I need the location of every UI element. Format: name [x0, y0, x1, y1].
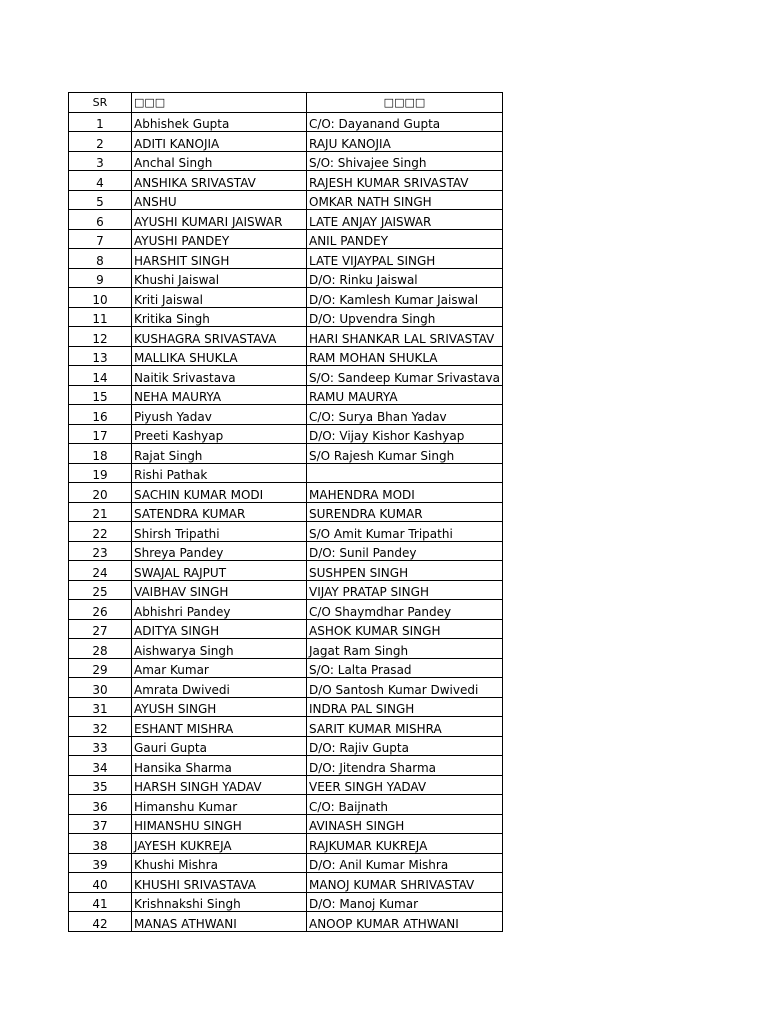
table-row: [69, 580, 503, 600]
name-cell: VAIBHAV SINGH: [132, 580, 307, 600]
sr-cell: 12: [69, 327, 132, 347]
sr-cell: 21: [69, 502, 132, 522]
table-row: [69, 151, 503, 171]
table-row: [69, 658, 503, 678]
sr-cell: 2: [69, 132, 132, 152]
parent-cell: S/O: Shivajee Singh: [307, 151, 503, 171]
name-cell: Khushi Mishra: [132, 853, 307, 873]
table-row: [69, 444, 503, 464]
name-cell: SWAJAL RAJPUT: [132, 561, 307, 581]
table-row: [69, 385, 503, 405]
sr-cell: 16: [69, 405, 132, 425]
table-row: [69, 912, 503, 932]
table-row: [69, 892, 503, 912]
sr-cell: 36: [69, 795, 132, 815]
sr-cell: 8: [69, 249, 132, 269]
name-cell: Rishi Pathak: [132, 463, 307, 483]
table-row: [69, 561, 503, 581]
table-row: [69, 249, 503, 269]
sr-cell: 6: [69, 210, 132, 230]
table-row: [69, 873, 503, 893]
parent-cell: D/O: Rinku Jaiswal: [307, 268, 503, 288]
sr-cell: 18: [69, 444, 132, 464]
sr-cell: 27: [69, 619, 132, 639]
parent-cell: VEER SINGH YADAV: [307, 775, 503, 795]
sr-cell: 34: [69, 756, 132, 776]
parent-cell: RAMU MAURYA: [307, 385, 503, 405]
table-row: [69, 405, 503, 425]
sr-cell: 41: [69, 892, 132, 912]
name-cell: NEHA MAURYA: [132, 385, 307, 405]
name-cell: Abhishri Pandey: [132, 600, 307, 620]
parent-cell: MAHENDRA MODI: [307, 483, 503, 503]
name-cell: Amar Kumar: [132, 658, 307, 678]
name-cell: MANAS ATHWANI: [132, 912, 307, 932]
sr-cell: 9: [69, 268, 132, 288]
sr-cell: 25: [69, 580, 132, 600]
table-row: [69, 268, 503, 288]
table-row: [69, 346, 503, 366]
name-cell: Rajat Singh: [132, 444, 307, 464]
name-cell: Shreya Pandey: [132, 541, 307, 561]
sr-cell: 23: [69, 541, 132, 561]
header-parent: □□□□: [307, 93, 503, 113]
name-cell: Amrata Dwivedi: [132, 678, 307, 698]
sr-cell: 15: [69, 385, 132, 405]
table-row: [69, 171, 503, 191]
sr-cell: 7: [69, 229, 132, 249]
table-row: [69, 424, 503, 444]
table-row: [69, 463, 503, 483]
table-row: [69, 678, 503, 698]
parent-cell: RAM MOHAN SHUKLA: [307, 346, 503, 366]
table-row: [69, 736, 503, 756]
sr-cell: 32: [69, 717, 132, 737]
parent-cell: VIJAY PRATAP SINGH: [307, 580, 503, 600]
name-cell: AYUSHI PANDEY: [132, 229, 307, 249]
parent-cell: S/O: Sandeep Kumar Srivastava: [307, 366, 503, 386]
sr-cell: 24: [69, 561, 132, 581]
parent-cell: SARIT KUMAR MISHRA: [307, 717, 503, 737]
table-row: [69, 132, 503, 152]
name-cell: Aishwarya Singh: [132, 639, 307, 659]
parent-cell: C/O: Baijnath: [307, 795, 503, 815]
sr-cell: 20: [69, 483, 132, 503]
table-row: [69, 619, 503, 639]
parent-cell: SURENDRA KUMAR: [307, 502, 503, 522]
name-cell: Himanshu Kumar: [132, 795, 307, 815]
name-cell: HIMANSHU SINGH: [132, 814, 307, 834]
name-cell: HARSHIT SINGH: [132, 249, 307, 269]
name-cell: Khushi Jaiswal: [132, 268, 307, 288]
table-row: [69, 775, 503, 795]
sr-cell: 14: [69, 366, 132, 386]
parent-cell: RAJKUMAR KUKREJA: [307, 834, 503, 854]
parent-cell: HARI SHANKAR LAL SRIVASTAV: [307, 327, 503, 347]
name-cell: SACHIN KUMAR MODI: [132, 483, 307, 503]
sr-cell: 4: [69, 171, 132, 191]
parent-cell: D/O: Sunil Pandey: [307, 541, 503, 561]
name-cell: AYUSHI KUMARI JAISWAR: [132, 210, 307, 230]
sr-cell: 31: [69, 697, 132, 717]
table-row: [69, 502, 503, 522]
header-row: [69, 93, 503, 113]
name-cell: ANSHIKA SRIVASTAV: [132, 171, 307, 191]
name-cell: Kriti Jaiswal: [132, 288, 307, 308]
name-cell: JAYESH KUKREJA: [132, 834, 307, 854]
sr-cell: 10: [69, 288, 132, 308]
sr-cell: 39: [69, 853, 132, 873]
table-row: [69, 366, 503, 386]
parent-cell: RAJU KANOJIA: [307, 132, 503, 152]
parent-cell: D/O: Upvendra Singh: [307, 307, 503, 327]
table-row: [69, 483, 503, 503]
table-row: [69, 834, 503, 854]
name-cell: Hansika Sharma: [132, 756, 307, 776]
name-cell: Krishnakshi Singh: [132, 892, 307, 912]
parent-cell: C/O: Dayanand Gupta: [307, 112, 503, 132]
table-row: [69, 522, 503, 542]
name-cell: ADITYA SINGH: [132, 619, 307, 639]
table-body: [69, 112, 503, 931]
parent-cell: SUSHPEN SINGH: [307, 561, 503, 581]
name-cell: MALLIKA SHUKLA: [132, 346, 307, 366]
table-row: [69, 229, 503, 249]
sr-cell: 29: [69, 658, 132, 678]
name-cell: Anchal Singh: [132, 151, 307, 171]
table-row: [69, 307, 503, 327]
name-cell: KHUSHI SRIVASTAVA: [132, 873, 307, 893]
name-cell: ADITI KANOJIA: [132, 132, 307, 152]
sr-cell: 28: [69, 639, 132, 659]
name-cell: KUSHAGRA SRIVASTAVA: [132, 327, 307, 347]
name-cell: Naitik Srivastava: [132, 366, 307, 386]
parent-cell: S/O: Lalta Prasad: [307, 658, 503, 678]
name-cell: ANSHU: [132, 190, 307, 210]
sr-cell: 33: [69, 736, 132, 756]
name-cell: Abhishek Gupta: [132, 112, 307, 132]
sr-cell: 13: [69, 346, 132, 366]
sr-cell: 26: [69, 600, 132, 620]
header-sr: SR: [69, 93, 132, 113]
table-row: [69, 541, 503, 561]
parent-cell: D/O: Vijay Kishor Kashyap: [307, 424, 503, 444]
name-cell: Piyush Yadav: [132, 405, 307, 425]
table-row: [69, 327, 503, 347]
parent-cell: S/O Rajesh Kumar Singh: [307, 444, 503, 464]
parent-cell: LATE VIJAYPAL SINGH: [307, 249, 503, 269]
name-cell: SATENDRA KUMAR: [132, 502, 307, 522]
table-row: [69, 697, 503, 717]
table-row: [69, 600, 503, 620]
table-row: [69, 795, 503, 815]
sr-cell: 5: [69, 190, 132, 210]
parent-cell: D/O Santosh Kumar Dwivedi: [307, 678, 503, 698]
parent-cell: INDRA PAL SINGH: [307, 697, 503, 717]
parent-cell: D/O: Jitendra Sharma: [307, 756, 503, 776]
sr-cell: 3: [69, 151, 132, 171]
sr-cell: 22: [69, 522, 132, 542]
parent-cell: D/O: Manoj Kumar: [307, 892, 503, 912]
parent-cell: ANIL PANDEY: [307, 229, 503, 249]
table-row: [69, 288, 503, 308]
table-row: [69, 190, 503, 210]
table-row: [69, 853, 503, 873]
name-cell: Shirsh Tripathi: [132, 522, 307, 542]
name-cell: ESHANT MISHRA: [132, 717, 307, 737]
parent-cell: LATE ANJAY JAISWAR: [307, 210, 503, 230]
parent-cell: ANOOP KUMAR ATHWANI: [307, 912, 503, 932]
name-cell: HARSH SINGH YADAV: [132, 775, 307, 795]
name-cell: Gauri Gupta: [132, 736, 307, 756]
table-row: [69, 814, 503, 834]
table-row: [69, 639, 503, 659]
parent-cell: MANOJ KUMAR SHRIVASTAV: [307, 873, 503, 893]
sr-cell: 42: [69, 912, 132, 932]
name-cell: Preeti Kashyap: [132, 424, 307, 444]
table-row: [69, 717, 503, 737]
sr-cell: 35: [69, 775, 132, 795]
sr-cell: 38: [69, 834, 132, 854]
table-row: [69, 210, 503, 230]
table-row: [69, 756, 503, 776]
parent-cell: C/O: Surya Bhan Yadav: [307, 405, 503, 425]
sr-cell: 30: [69, 678, 132, 698]
parent-cell: S/O Amit Kumar Tripathi: [307, 522, 503, 542]
parent-cell: Jagat Ram Singh: [307, 639, 503, 659]
parent-cell: C/O Shaymdhar Pandey: [307, 600, 503, 620]
sr-cell: 37: [69, 814, 132, 834]
student-table: [68, 92, 503, 932]
table-row: [69, 112, 503, 132]
parent-cell: D/O: Kamlesh Kumar Jaiswal: [307, 288, 503, 308]
parent-cell: [307, 463, 503, 483]
parent-cell: OMKAR NATH SINGH: [307, 190, 503, 210]
name-cell: AYUSH SINGH: [132, 697, 307, 717]
parent-cell: D/O: Rajiv Gupta: [307, 736, 503, 756]
sr-cell: 19: [69, 463, 132, 483]
sr-cell: 1: [69, 112, 132, 132]
parent-cell: D/O: Anil Kumar Mishra: [307, 853, 503, 873]
name-cell: Kritika Singh: [132, 307, 307, 327]
sr-cell: 17: [69, 424, 132, 444]
parent-cell: RAJESH KUMAR SRIVASTAV: [307, 171, 503, 191]
sr-cell: 40: [69, 873, 132, 893]
parent-cell: AVINASH SINGH: [307, 814, 503, 834]
parent-cell: ASHOK KUMAR SINGH: [307, 619, 503, 639]
sr-cell: 11: [69, 307, 132, 327]
header-name: □□□: [132, 93, 307, 113]
